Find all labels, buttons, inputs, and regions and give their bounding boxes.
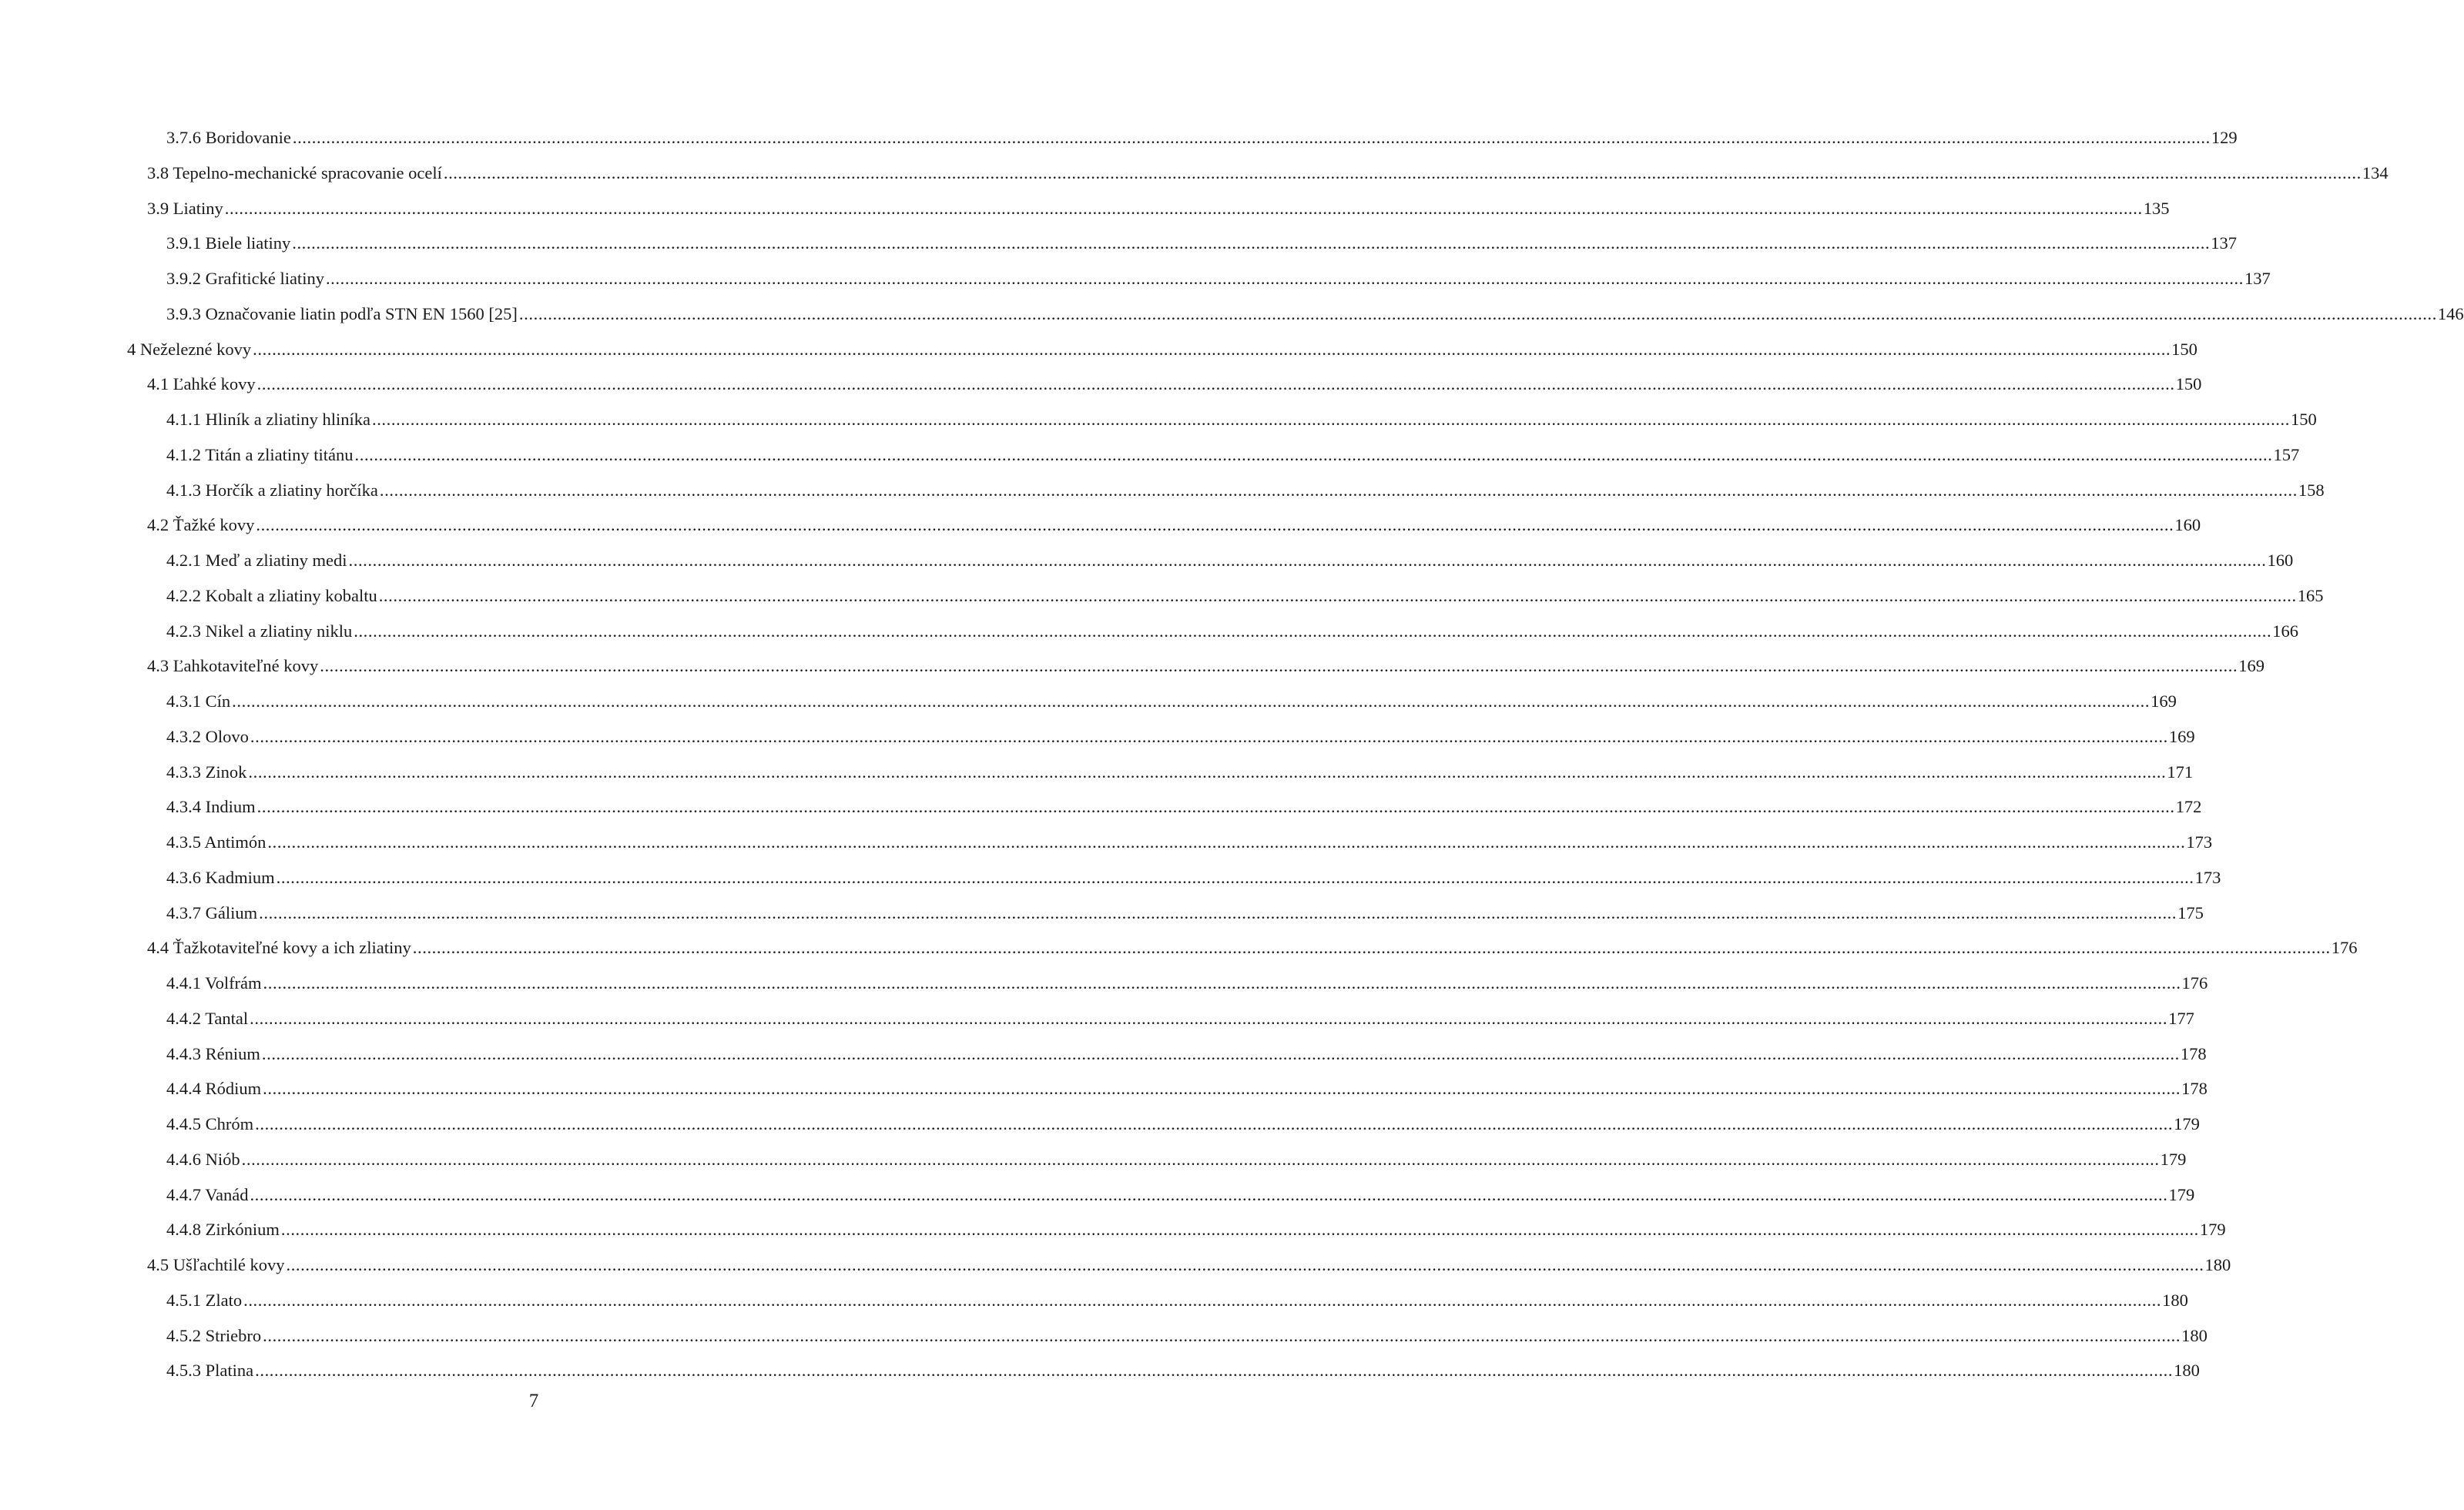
toc-entry-title: 4 Neželezné kovy <box>127 339 252 359</box>
toc-entry-title: 4.4.2 Tantal <box>166 1008 249 1028</box>
toc-dot-leader: ................................................................................................................................................................................................................................................................................................................................................................................................................ <box>224 198 2143 218</box>
toc-dot-leader: ................................................................................................................................................................................................................................................................................................................................................................................................................ <box>371 410 2290 429</box>
toc-dot-leader: ................................................................................................................................................................................................................................................................................................................................................................................................................ <box>325 269 2244 288</box>
table-of-contents <box>0 120 2464 1388</box>
toc-entry-title: 4.5.3 Platina <box>166 1361 254 1381</box>
toc-dot-leader: ................................................................................................................................................................................................................................................................................................................................................................................................................ <box>348 551 2267 570</box>
toc-entry-page: 173 <box>2194 867 2221 887</box>
toc-dot-leader: ................................................................................................................................................................................................................................................................................................................................................................................................................ <box>250 1184 2168 1204</box>
toc-entry-line <box>147 648 2265 684</box>
toc-dot-leader: ................................................................................................................................................................................................................................................................................................................................................................................................................ <box>292 128 2211 147</box>
toc-entry-page: 165 <box>2297 585 2324 605</box>
toc-entry-title: 3.7.6 Boridovanie <box>166 128 291 147</box>
toc-entry-title: 4.4.1 Volfrám <box>166 973 262 993</box>
toc-entry[interactable] <box>0 543 2294 578</box>
toc-entry-title: 4.3.5 Antimón <box>166 832 267 852</box>
toc-entry-line <box>166 1071 2208 1107</box>
toc-entry[interactable] <box>0 1001 2194 1036</box>
toc-entry-line <box>166 120 2238 156</box>
toc-entry-title: 4.2.3 Nikel a zliatiny niklu <box>166 621 353 641</box>
toc-entry-title: 4.2 Ťažké kovy <box>147 515 255 535</box>
toc-entry-line <box>166 719 2195 755</box>
toc-entry-title: 4.1.1 Hliník a zliatiny hliníka <box>166 410 370 429</box>
toc-entry-line <box>166 825 2213 860</box>
toc-entry-page: 169 <box>2238 656 2265 676</box>
toc-entry-line <box>166 1353 2200 1388</box>
page-number: 7 <box>528 1391 539 1411</box>
toc-entry[interactable] <box>0 402 2317 437</box>
toc-entry-page: 135 <box>2143 198 2170 218</box>
toc-entry[interactable] <box>0 1212 2226 1247</box>
toc-dot-leader: ................................................................................................................................................................................................................................................................................................................................................................................................................ <box>256 374 2175 394</box>
toc-dot-leader: ................................................................................................................................................................................................................................................................................................................................................................................................................ <box>518 303 2437 323</box>
toc-entry-line <box>166 860 2221 896</box>
toc-entry-line <box>166 402 2317 437</box>
toc-entry-page: 173 <box>2186 832 2213 852</box>
toc-dot-leader: ................................................................................................................................................................................................................................................................................................................................................................................................................ <box>243 1290 2162 1310</box>
toc-entry-page: 175 <box>2177 902 2204 922</box>
toc-entry-page: 180 <box>2162 1290 2188 1310</box>
toc-entry-page: 146 <box>2437 303 2464 323</box>
toc-entry-line <box>147 156 2389 191</box>
toc-entry-page: 160 <box>2267 551 2294 570</box>
toc-entry[interactable] <box>0 860 2221 896</box>
toc-dot-leader: ................................................................................................................................................................................................................................................................................................................................................................................................................ <box>267 832 2186 852</box>
toc-dot-leader: ................................................................................................................................................................................................................................................................................................................................................................................................................ <box>261 1043 2180 1063</box>
toc-entry[interactable] <box>0 1107 2200 1142</box>
toc-entry[interactable] <box>0 1247 2231 1283</box>
toc-entry-page: 178 <box>2180 1043 2207 1063</box>
toc-entry-line <box>166 1212 2226 1247</box>
toc-entry[interactable] <box>0 1318 2208 1354</box>
toc-dot-leader: ................................................................................................................................................................................................................................................................................................................................................................................................................ <box>232 691 2151 711</box>
toc-entry-page: 150 <box>2175 374 2202 394</box>
toc-entry-line <box>166 896 2204 931</box>
toc-entry-title: 4.1.2 Titán a zliatiny titánu <box>166 444 354 464</box>
toc-entry-title: 4.3.4 Indium <box>166 797 256 817</box>
toc-entry-line <box>166 1001 2194 1036</box>
toc-entry[interactable] <box>0 896 2204 931</box>
toc-entry[interactable] <box>0 332 2197 367</box>
toc-entry-line <box>147 507 2201 543</box>
toc-dot-leader: ................................................................................................................................................................................................................................................................................................................................................................................................................ <box>286 1255 2204 1274</box>
toc-dot-leader: ................................................................................................................................................................................................................................................................................................................................................................................................................ <box>263 973 2181 993</box>
toc-entry[interactable] <box>0 261 2271 296</box>
toc-dot-leader: ................................................................................................................................................................................................................................................................................................................................................................................................................ <box>412 938 2331 958</box>
toc-entry-page: 178 <box>2181 1079 2208 1099</box>
toc-entry-line <box>147 367 2202 402</box>
toc-dot-leader: ................................................................................................................................................................................................................................................................................................................................................................................................................ <box>259 902 2177 922</box>
toc-entry-page: 129 <box>2211 128 2238 147</box>
toc-entry-line <box>166 543 2294 578</box>
toc-entry[interactable] <box>0 789 2202 825</box>
toc-dot-leader: ................................................................................................................................................................................................................................................................................................................................................................................................................ <box>263 1325 2181 1345</box>
toc-entry-line <box>166 684 2177 719</box>
toc-entry-title: 4.5 Ušľachtilé kovy <box>147 1255 285 1274</box>
toc-entry-line <box>166 1107 2200 1142</box>
toc-entry-page: 180 <box>2181 1325 2208 1345</box>
toc-entry[interactable] <box>0 1177 2195 1213</box>
toc-entry-title: 3.8 Tepelno-mechanické spracovanie ocelí <box>147 162 442 182</box>
toc-entry-title: 4.3 Ľahkotaviteľné kovy <box>147 656 319 676</box>
toc-dot-leader: ................................................................................................................................................................................................................................................................................................................................................................................................................ <box>263 1079 2181 1099</box>
toc-dot-leader: ................................................................................................................................................................................................................................................................................................................................................................................................................ <box>354 444 2273 464</box>
toc-entry[interactable] <box>0 226 2237 261</box>
toc-entry-page: 157 <box>2273 444 2300 464</box>
toc-entry-page: 160 <box>2174 515 2201 535</box>
toc-entry-page: 137 <box>2211 233 2237 253</box>
toc-dot-leader: ................................................................................................................................................................................................................................................................................................................................................................................................................ <box>255 1114 2174 1133</box>
toc-entry-title: 4.3.7 Gálium <box>166 902 258 922</box>
toc-entry-line <box>166 437 2300 473</box>
toc-entry[interactable] <box>0 966 2208 1001</box>
toc-entry-page: 179 <box>2199 1220 2226 1240</box>
toc-entry-line <box>147 191 2170 226</box>
toc-entry[interactable] <box>0 719 2195 755</box>
toc-entry-title: 4.4.7 Vanád <box>166 1184 249 1204</box>
toc-entry[interactable] <box>0 1071 2208 1107</box>
toc-entry-title: 4.4.8 Zirkónium <box>166 1220 280 1240</box>
toc-dot-leader: ................................................................................................................................................................................................................................................................................................................................................................................................................ <box>253 339 2171 359</box>
toc-entry[interactable] <box>0 578 2324 614</box>
toc-dot-leader: ................................................................................................................................................................................................................................................................................................................................................................................................................ <box>379 480 2298 500</box>
toc-entry-title: 4.4.3 Rénium <box>166 1043 260 1063</box>
toc-entry-title: 3.9.2 Grafitické liatiny <box>166 269 324 288</box>
toc-entry-page: 179 <box>2174 1114 2200 1133</box>
toc-entry-page: 150 <box>2171 339 2197 359</box>
toc-dot-leader: ................................................................................................................................................................................................................................................................................................................................................................................................................ <box>378 585 2297 605</box>
toc-dot-leader: ................................................................................................................................................................................................................................................................................................................................................................................................................ <box>248 762 2167 782</box>
toc-entry-page: 180 <box>2204 1255 2231 1274</box>
toc-entry-line <box>166 789 2202 825</box>
toc-entry-page: 172 <box>2175 797 2202 817</box>
toc-entry-title: 4.2.1 Meď a zliatiny medi <box>166 551 347 570</box>
toc-dot-leader: ................................................................................................................................................................................................................................................................................................................................................................................................................ <box>256 515 2174 535</box>
toc-entry-line <box>166 1142 2187 1177</box>
toc-dot-leader: ................................................................................................................................................................................................................................................................................................................................................................................................................ <box>250 1008 2168 1028</box>
toc-entry-title: 4.1.3 Horčík a zliatiny horčíka <box>166 480 378 500</box>
toc-entry-title: 4.3.1 Cín <box>166 691 231 711</box>
toc-entry[interactable] <box>0 1283 2188 1318</box>
toc-entry-title: 4.4.6 Niób <box>166 1149 240 1169</box>
toc-entry[interactable] <box>0 296 2464 332</box>
toc-entry-title: 3.9.3 Označovanie liatin podľa STN EN 1560 [25] <box>166 303 518 323</box>
toc-entry[interactable] <box>0 614 2298 649</box>
toc-entry-title: 4.3.3 Zinok <box>166 762 247 782</box>
toc-entry-title: 4.4 Ťažkotaviteľné kovy a ich zliatiny <box>147 938 411 958</box>
toc-dot-leader: ................................................................................................................................................................................................................................................................................................................................................................................................................ <box>241 1149 2160 1169</box>
toc-entry-title: 4.3.2 Olovo <box>166 726 249 746</box>
toc-entry-line <box>166 755 2194 790</box>
toc-entry[interactable] <box>0 437 2300 473</box>
toc-entry-line <box>166 473 2325 508</box>
toc-dot-leader: ................................................................................................................................................................................................................................................................................................................................................................................................................ <box>443 162 2362 182</box>
toc-entry-page: 150 <box>2290 410 2317 429</box>
toc-entry-line <box>166 1283 2188 1318</box>
toc-dot-leader: ................................................................................................................................................................................................................................................................................................................................................................................................................ <box>320 656 2238 676</box>
toc-dot-leader: ................................................................................................................................................................................................................................................................................................................................................................................................................ <box>256 797 2175 817</box>
toc-entry-page: 134 <box>2362 162 2389 182</box>
toc-entry-title: 3.9.1 Biele liatiny <box>166 233 291 253</box>
toc-entry[interactable] <box>0 648 2265 684</box>
toc-entry-line <box>166 614 2298 649</box>
toc-entry[interactable] <box>0 367 2202 402</box>
toc-entry[interactable] <box>0 825 2213 860</box>
toc-entry-page: 169 <box>2168 726 2195 746</box>
toc-entry-title: 4.2.2 Kobalt a zliatiny kobaltu <box>166 585 377 605</box>
toc-entry[interactable] <box>0 473 2325 508</box>
toc-entry-line <box>166 578 2324 614</box>
toc-entry-line <box>166 1036 2207 1072</box>
toc-entry-title: 3.9 Liatiny <box>147 198 223 218</box>
toc-entry[interactable] <box>0 1142 2187 1177</box>
toc-entry[interactable] <box>0 120 2238 156</box>
toc-entry-page: 171 <box>2167 762 2194 782</box>
toc-entry[interactable] <box>0 191 2170 226</box>
toc-entry-line <box>166 966 2208 1001</box>
toc-entry-line <box>166 296 2464 332</box>
toc-entry[interactable] <box>0 1353 2200 1388</box>
toc-entry-line <box>147 1247 2231 1283</box>
toc-entry-title: 4.1 Ľahké kovy <box>147 374 256 394</box>
toc-entry-page: 180 <box>2174 1361 2200 1381</box>
toc-entry-page: 166 <box>2272 621 2298 641</box>
toc-dot-leader: ................................................................................................................................................................................................................................................................................................................................................................................................................ <box>354 621 2272 641</box>
toc-entry-line <box>127 332 2197 367</box>
toc-entry-page: 179 <box>2168 1184 2195 1204</box>
toc-entry-line <box>166 1318 2208 1354</box>
toc-entry[interactable] <box>0 684 2177 719</box>
toc-entry[interactable] <box>0 755 2194 790</box>
toc-entry-line <box>147 930 2358 966</box>
toc-entry-page: 137 <box>2244 269 2271 288</box>
toc-entry-line <box>166 1177 2195 1213</box>
toc-dot-leader: ................................................................................................................................................................................................................................................................................................................................................................................................................ <box>255 1361 2174 1381</box>
toc-dot-leader: ................................................................................................................................................................................................................................................................................................................................................................................................................ <box>250 726 2168 746</box>
toc-entry-page: 169 <box>2151 691 2177 711</box>
toc-entry-page: 158 <box>2298 480 2325 500</box>
toc-entry[interactable] <box>0 1036 2207 1072</box>
toc-entry-title: 4.5.2 Striebro <box>166 1325 262 1345</box>
toc-entry-line <box>166 226 2237 261</box>
toc-entry[interactable] <box>0 156 2389 191</box>
toc-entry-page: 176 <box>2181 973 2208 993</box>
toc-dot-leader: ................................................................................................................................................................................................................................................................................................................................................................................................................ <box>280 1220 2199 1240</box>
toc-entry-title: 4.4.5 Chróm <box>166 1114 254 1133</box>
toc-entry-title: 4.4.4 Ródium <box>166 1079 262 1099</box>
toc-entry-title: 4.5.1 Zlato <box>166 1290 243 1310</box>
toc-entry[interactable] <box>0 930 2358 966</box>
toc-dot-leader: ................................................................................................................................................................................................................................................................................................................................................................................................................ <box>276 867 2194 887</box>
toc-entry-line <box>166 261 2271 296</box>
toc-dot-leader: ................................................................................................................................................................................................................................................................................................................................................................................................................ <box>292 233 2211 253</box>
toc-entry-title: 4.3.6 Kadmium <box>166 867 275 887</box>
toc-entry-page: 177 <box>2168 1008 2194 1028</box>
toc-entry-page: 176 <box>2331 938 2358 958</box>
toc-entry[interactable] <box>0 507 2201 543</box>
toc-entry-page: 179 <box>2160 1149 2187 1169</box>
